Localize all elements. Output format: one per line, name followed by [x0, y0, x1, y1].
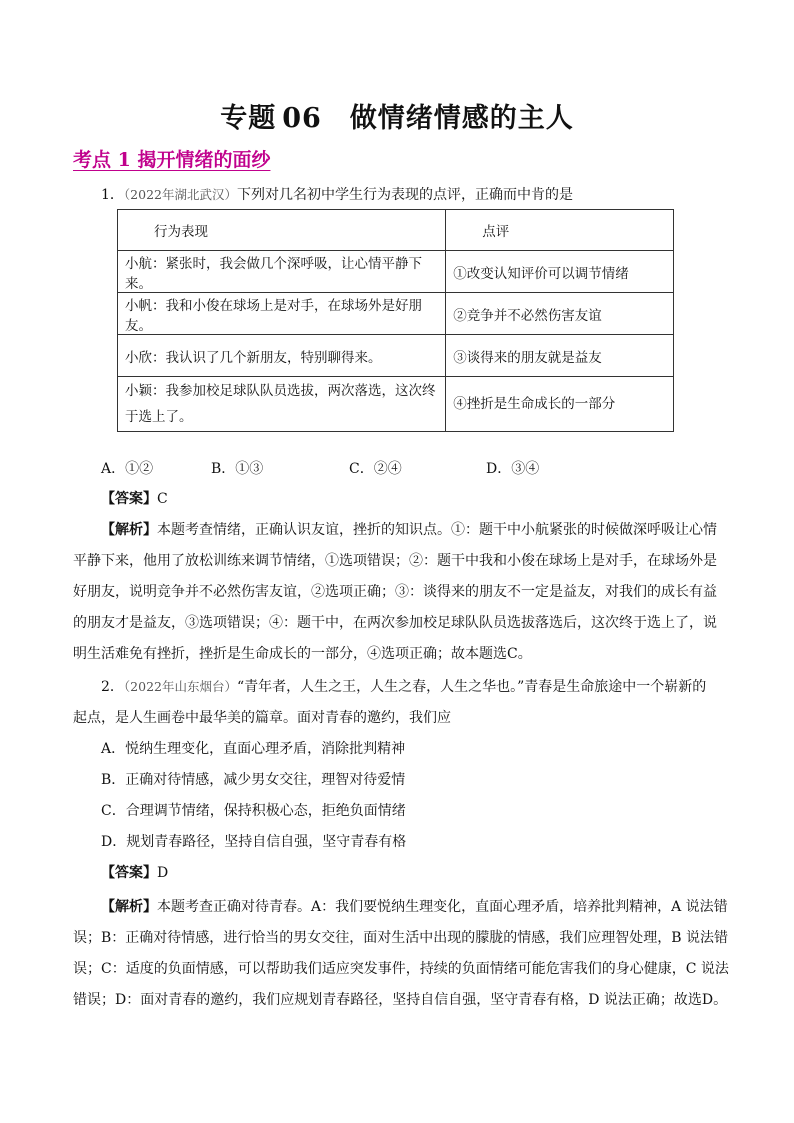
table-header-row	[118, 210, 674, 251]
title-number: 06	[282, 103, 322, 134]
answer-label: 【答案】	[101, 865, 157, 881]
table-row	[118, 293, 674, 335]
q1-number: 1．	[101, 187, 124, 203]
q1-option-d: D．③④	[486, 461, 540, 477]
table-cell-line: 小颖：我参加校足球队队员选拔，两次落选，这次终	[125, 383, 436, 399]
q1-analysis-line: 明生活难免有挫折，挫折是生命成长的一部分，④选项正确；故本题选C。	[73, 646, 532, 662]
q2-option-b: B．正确对待情感，减少男女交往，理智对待爱情	[101, 772, 406, 788]
table-cell: ③谈得来的朋友就是益友	[446, 335, 674, 377]
q2-option-c: C．合理调节情绪，保持积极心态，拒绝负面情绪	[101, 803, 406, 819]
answer-label: 【答案】	[101, 491, 157, 507]
q1-analysis-line	[101, 520, 717, 540]
q2-stem	[101, 677, 706, 697]
q2-analysis-line: 误；B：正确对待情感，进行恰当的男女交往，面对生活中出现的朦胧的情感，我们应理智处理，B 说法错	[73, 930, 729, 946]
q1-table	[117, 209, 674, 432]
q1-analysis-line: 平静下来，他用了放松训练来调节情绪，①选项错误；②：题干中我和小俊在球场上是对手，在球场外是	[73, 553, 717, 569]
q2-analysis-line: 误；C：适度的负面情感，可以帮助我们适应突发事件，持续的负面情绪可能危害我们的身心健康，C 说法	[73, 961, 729, 977]
analysis-text: 本题考查情绪，正确认识友谊，挫折的知识点。①：题干中小航紧张的时候做深呼吸让心情	[157, 522, 717, 538]
q2-stem-line: 起点，是人生画卷中最华美的篇章。面对青春的邀约，我们应	[73, 710, 451, 726]
table-header-cell: 点评	[446, 210, 674, 251]
q2-option-d: D．规划青春路径，坚持自信自强，坚守青春有格	[101, 834, 407, 850]
answer-value: D	[157, 865, 169, 881]
table-cell: 小帆：我和小俊在球场上是对手，在球场外是好朋友。	[118, 293, 446, 335]
table-row	[118, 251, 674, 293]
analysis-label: 【解析】	[101, 899, 157, 915]
answer-value: C	[157, 491, 168, 507]
q2-source: （2022年山东烟台）	[123, 679, 237, 694]
q1-source: （2022年湖北武汉）	[123, 187, 237, 202]
q1-stem	[101, 185, 573, 205]
table-cell-line: 于选上了。	[125, 409, 193, 425]
table-row	[118, 335, 674, 377]
q1-option-a: A．①②	[101, 461, 154, 477]
table-cell: ④挫折是生命成长的一部分	[446, 377, 674, 432]
q2-answer	[101, 863, 168, 883]
table-cell: 小欣：我认识了几个新朋友，特别聊得来。	[118, 335, 446, 377]
analysis-text: 本题考查正确对待青春。A：我们要悦纳生理变化，直面心理矛盾，培养批判精神，A 说法错	[157, 899, 728, 915]
q1-analysis-line: 的朋友才是益友，③选项错误；④：题干中，在两次参加校足球队队员选拔落选后，这次终于选上了，说	[73, 615, 717, 631]
table-cell: ②竞争并不必然伤害友谊	[446, 293, 674, 335]
table-header-cell: 行为表现	[118, 210, 446, 251]
title-main: 做情绪情感的主人	[349, 103, 574, 134]
q1-option-c: C．②④	[349, 461, 402, 477]
table-cell: 小航：紧张时，我会做几个深呼吸，让心情平静下来。	[118, 251, 446, 293]
q1-answer	[101, 489, 168, 509]
q2-analysis-line	[101, 897, 728, 917]
title-prefix: 专题	[220, 103, 277, 134]
table-row	[118, 377, 674, 432]
q1-stem-text: 下列对几名初中学生行为表现的点评，正确而中肯的是	[236, 187, 573, 203]
q2-stem-text: “青年者，人生之王，人生之春，人生之华也。”青春是生命旅途中一个崭新的	[236, 679, 707, 695]
q2-option-a: A．悦纳生理变化，直面心理矛盾，消除批判精神	[101, 741, 406, 757]
q2-number: 2．	[101, 679, 124, 695]
q2-analysis-line: 错误；D：面对青春的邀约，我们应规划青春路径，坚持自信自强，坚守青春有格，D 说法正确；故选D。	[73, 992, 728, 1008]
analysis-label: 【解析】	[101, 522, 157, 538]
q1-analysis-line: 好朋友，说明竞争并不必然伤害友谊，②选项正确；③：谈得来的朋友不一定是益友，对我们的成长有益	[73, 584, 717, 600]
section-heading: 考点 1 揭开情绪的面纱	[73, 149, 271, 171]
table-cell	[118, 377, 446, 432]
q1-option-b: B．①③	[211, 461, 264, 477]
page-title	[0, 96, 794, 135]
table-cell: ①改变认知评价可以调节情绪	[446, 251, 674, 293]
